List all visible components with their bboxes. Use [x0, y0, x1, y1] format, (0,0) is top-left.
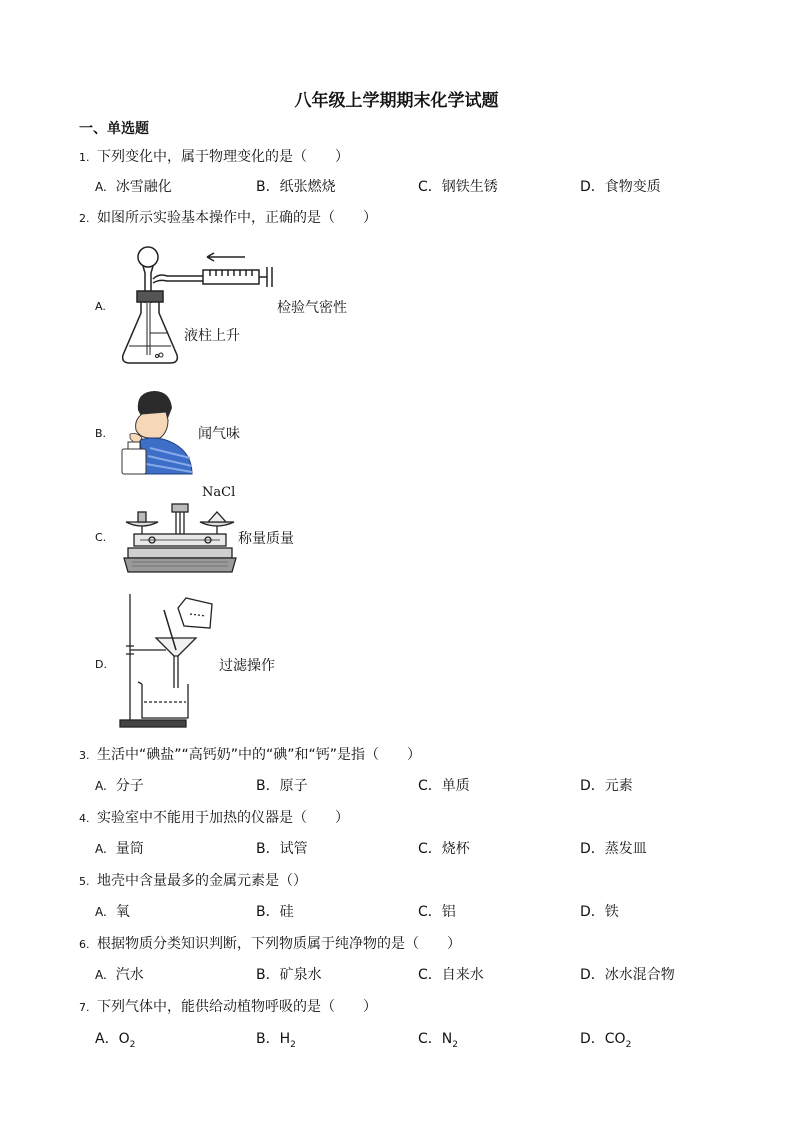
q1-option-a [95, 176, 172, 196]
q2-option-c-label: 称量质量 [238, 531, 294, 547]
question-text: 下列变化中，属于物理变化的是（ ） [97, 149, 349, 165]
q2-option-d-key: D. [95, 658, 107, 671]
question-4 [79, 807, 349, 827]
q2-option-b-label: 闻气味 [198, 426, 240, 442]
question-number: 7. [79, 1001, 90, 1014]
q6-option-b: B．矿泉水 [256, 967, 322, 983]
q1-option-b: B．纸张燃烧 [256, 179, 336, 195]
q7-option-d [580, 1028, 631, 1050]
subscript: 2 [129, 1039, 136, 1050]
q7-option-a [95, 1028, 135, 1050]
balance-figure [122, 500, 237, 578]
question-text: 生活中“碘盐”“高钙奶”中的“碘”和“钙”是指（ ） [97, 747, 422, 763]
q2-option-a-label: 检验气密性 [277, 300, 347, 316]
question-number: 2. [79, 212, 90, 225]
question-text: 如图所示实验基本操作中，正确的是（ ） [97, 210, 377, 226]
option-text: D．CO [580, 1031, 626, 1047]
q4-option-a [95, 838, 144, 858]
question-number: 3. [79, 749, 90, 762]
airtightness-check-figure [115, 243, 285, 368]
q3-option-d: D．元素 [580, 778, 633, 794]
option-key: A. [95, 842, 107, 856]
q6-option-a [95, 964, 144, 984]
q3-option-b: B．原子 [256, 778, 308, 794]
option-key: A. [95, 968, 107, 982]
question-text: 下列气体中，能供给动植物呼吸的是（ ） [97, 999, 377, 1015]
option-key: A. [95, 180, 107, 194]
question-text: 实验室中不能用于加热的仪器是（ ） [97, 810, 349, 826]
question-number: 4. [79, 812, 90, 825]
q7-option-c [418, 1028, 458, 1050]
q1-option-d: D．食物变质 [580, 179, 661, 195]
question-number: 1. [79, 151, 90, 164]
q3-option-c: C．单质 [418, 778, 470, 794]
question-number: 6. [79, 938, 90, 951]
q5-option-b: B．硅 [256, 904, 294, 920]
option-text: 汽水 [115, 967, 144, 983]
question-3 [79, 744, 421, 764]
option-text: C．N [418, 1031, 453, 1047]
q4-option-b: B．试管 [256, 841, 308, 857]
q3-option-a [95, 775, 144, 795]
q5-option-a [95, 901, 130, 921]
option-text: 冰雪融化 [115, 179, 172, 195]
chemical-label: NaCl [202, 485, 236, 500]
option-text: A．O [95, 1031, 130, 1047]
question-5 [79, 870, 307, 890]
question-text: 地壳中含量最多的金属元素是（） [97, 873, 307, 889]
q5-option-c: C．铝 [418, 904, 456, 920]
q5-option-d: D．铁 [580, 904, 619, 920]
question-2 [79, 207, 377, 227]
q2-option-a-key: A. [95, 300, 106, 313]
q6-option-c: C．自来水 [418, 967, 484, 983]
q4-option-c: C．烧杯 [418, 841, 470, 857]
subscript: 2 [452, 1039, 458, 1050]
option-text: B．H [256, 1031, 291, 1047]
question-number: 5. [79, 875, 90, 888]
subscript: 2 [290, 1039, 296, 1050]
question-7 [79, 996, 377, 1016]
question-text: 根据物质分类知识判断，下列物质属于纯净物的是（ ） [97, 936, 461, 952]
q1-option-c: C．钢铁生锈 [418, 179, 498, 195]
subscript: 2 [625, 1039, 632, 1050]
page-title: 八年级上学期期末化学试题 [294, 91, 499, 111]
option-text: 氧 [115, 904, 130, 920]
q7-option-b [256, 1028, 296, 1050]
figure-annotation: 液柱上升 [184, 328, 240, 344]
option-key: A. [95, 905, 107, 919]
smelling-figure [120, 388, 195, 476]
question-6 [79, 933, 461, 953]
option-text: 量筒 [115, 841, 144, 857]
q2-option-c-key: C. [95, 531, 107, 544]
question-1 [79, 146, 349, 166]
option-text: 分子 [115, 778, 144, 794]
q6-option-d: D．冰水混合物 [580, 967, 675, 983]
q2-option-b-key: B. [95, 427, 107, 440]
q2-option-d-label: 过滤操作 [219, 658, 275, 674]
q4-option-d: D．蒸发皿 [580, 841, 647, 857]
section-heading: 一、单选题 [79, 121, 149, 137]
filtration-figure [118, 592, 218, 732]
option-key: A. [95, 779, 107, 793]
